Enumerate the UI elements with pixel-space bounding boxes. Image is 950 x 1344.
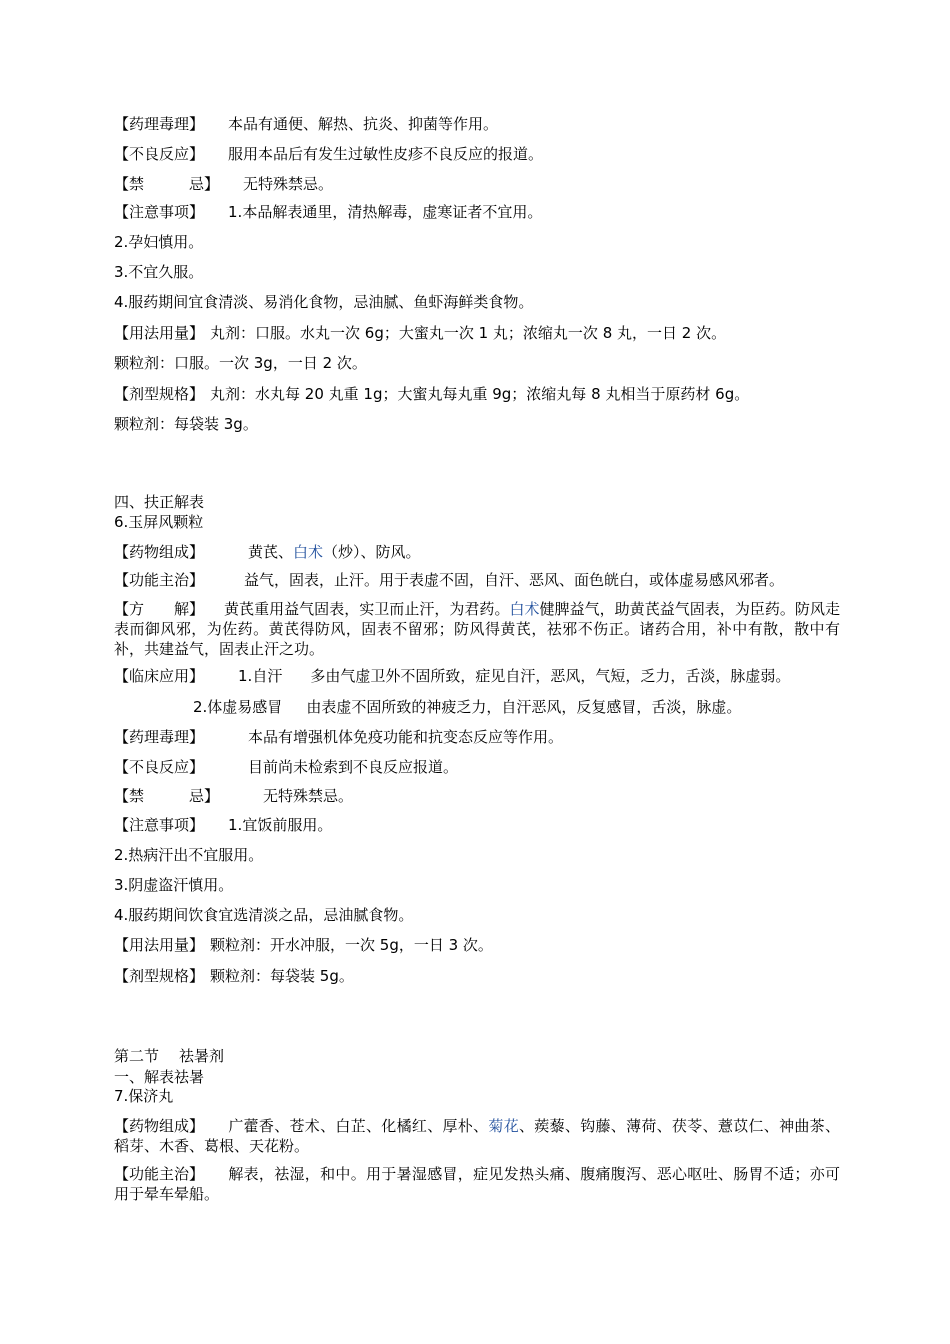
clinical-row-1 [114,666,790,686]
usage-text: 颗粒剂：开水冲服，一次 5g，一日 3 次。 [210,936,493,954]
contraindication-row [114,174,333,194]
contraindication-text: 无特殊禁忌。 [263,787,354,805]
function-row [114,570,784,590]
function-text: 解表，祛湿，和中。用于暑湿感冒，症见发热头痛、腹痛腹泻、恶心呕吐、肠胃不适；亦可用于晕车晕船。 [114,1165,840,1203]
spec-text: 颗粒剂：每袋装 5g。 [210,967,354,985]
contraindication-label: 【禁 忌】 [114,787,220,805]
adverse-row [114,757,458,777]
drug-title: 6.玉屏风颗粒 [114,513,204,531]
formula-text-a: 黄芪重用益气固表，实卫而止汗，为君药。 [224,600,510,618]
section-heading: 四、扶正解表 [114,493,205,511]
pharmacology-text: 本品有增强机体免疫功能和抗变态反应等作用。 [248,728,564,746]
composition-row [114,1116,840,1156]
function-row [114,1164,840,1204]
section-heading: 一、解表祛暑 [114,1068,205,1086]
caution-item-4: 4.服药期间饮食宜选清淡之品，忌油腻食物。 [114,906,414,924]
clinical-item-2-text: 由表虚不固所致的神疲乏力，自汗恶风，反复感冒，舌淡，脉虚。 [306,698,742,716]
clinical-item-1-text: 多由气虚卫外不固所致，症见自汗，恶风，气短，乏力，舌淡，脉虚弱。 [310,667,791,685]
function-label: 【功能主治】 [114,1165,205,1183]
caution-row [114,202,542,222]
adverse-label: 【不良反应】 [114,145,205,163]
caution-item-4: 4.服药期间宜食清淡、易消化食物，忌油腻、鱼虾海鲜类食物。 [114,293,534,311]
composition-row [114,542,421,562]
composition-text-a: 黄芪、 [248,543,294,561]
clinical-label: 【临床应用】 [114,667,205,685]
formula-label: 【方 解】 [114,600,205,618]
composition-text-b: 、蒺藜、钩藤、薄荷、茯苓、薏苡仁、神曲茶、稻芽、木香、葛根、天花粉。 [114,1117,840,1155]
spec-label: 【剂型规格】 [114,967,205,985]
pharmacology-label: 【药理毒理】 [114,728,205,746]
pharmacology-row [114,114,498,134]
spec-row [114,384,749,404]
usage-row [114,935,493,955]
contraindication-label: 【禁 忌】 [114,175,220,193]
formula-row [114,599,840,659]
usage-row [114,323,726,343]
function-text: 益气，固表，止汗。用于表虚不固，自汗、恶风、面色㿠白，或体虚易感风邪者。 [244,571,785,589]
usage-label: 【用法用量】 [114,324,205,342]
usage-text-2: 颗粒剂：口服。一次 3g，一日 2 次。 [114,354,367,372]
pharmacology-row [114,727,563,747]
spec-row [114,966,354,986]
pharmacology-text: 本品有通便、解热、抗炎、抑菌等作用。 [228,115,499,133]
adverse-text: 服用本品后有发生过敏性皮疹不良反应的报道。 [228,145,544,163]
adverse-label: 【不良反应】 [114,758,205,776]
adverse-text: 目前尚未检索到不良反应报道。 [248,758,459,776]
caution-item-2: 2.热病汗出不宜服用。 [114,846,264,864]
composition-text-b: （炒）、防风。 [323,543,421,561]
contraindication-row [114,786,353,806]
composition-text-a: 广藿香、苍术、白芷、化橘红、厚朴、 [228,1117,489,1135]
caution-item-2: 2.孕妇慎用。 [114,233,204,251]
chapter-number: 第二节 [114,1047,160,1065]
spec-text-2: 颗粒剂：每袋装 3g。 [114,415,258,433]
composition-label: 【药物组成】 [114,543,205,561]
caution-item-3: 3.阴虚盗汗慎用。 [114,876,234,894]
caution-label: 【注意事项】 [114,203,205,221]
chapter-heading [114,1046,224,1066]
adverse-row [114,144,543,164]
caution-label: 【注意事项】 [114,816,205,834]
spec-label: 【剂型规格】 [114,385,205,403]
caution-item-1: 1.宜饭前服用。 [228,816,333,834]
chapter-title: 祛暑剂 [179,1047,225,1065]
function-label: 【功能主治】 [114,571,205,589]
pharmacology-label: 【药理毒理】 [114,115,205,133]
herb-link[interactable]: 白术 [509,600,540,618]
caution-item-3: 3.不宜久服。 [114,263,204,281]
composition-label: 【药物组成】 [114,1117,205,1135]
usage-label: 【用法用量】 [114,936,205,954]
caution-row [114,815,332,835]
clinical-row-2 [193,697,741,717]
contraindication-text: 无特殊禁忌。 [243,175,334,193]
usage-text: 丸剂：口服。水丸一次 6g；大蜜丸一次 1 丸；浓缩丸一次 8 丸，一日 2 次。 [210,324,727,342]
caution-item-1: 1.本品解表通里，清热解毒，虚寒证者不宜用。 [228,203,543,221]
herb-link[interactable]: 菊花 [488,1117,519,1135]
drug-title: 7.保济丸 [114,1087,174,1105]
spec-text: 丸剂：水丸每 20 丸重 1g；大蜜丸每丸重 9g；浓缩丸每 8 丸相当于原药材 6g。 [210,385,750,403]
clinical-item-2-title: 2.体虚易感冒 [193,698,283,716]
formula-text-b: 健脾益气，助黄芪益气固表，为臣药。防风走表而御风邪，为佐药。黄芪得防风，固表不留邪；防风得黄芪，祛邪不伤正。诸药合用，补中有散，散中有补，共建益气，固表止汗之功。 [114,600,840,658]
herb-link[interactable]: 白术 [293,543,324,561]
clinical-item-1-title: 1.自汗 [238,667,283,685]
